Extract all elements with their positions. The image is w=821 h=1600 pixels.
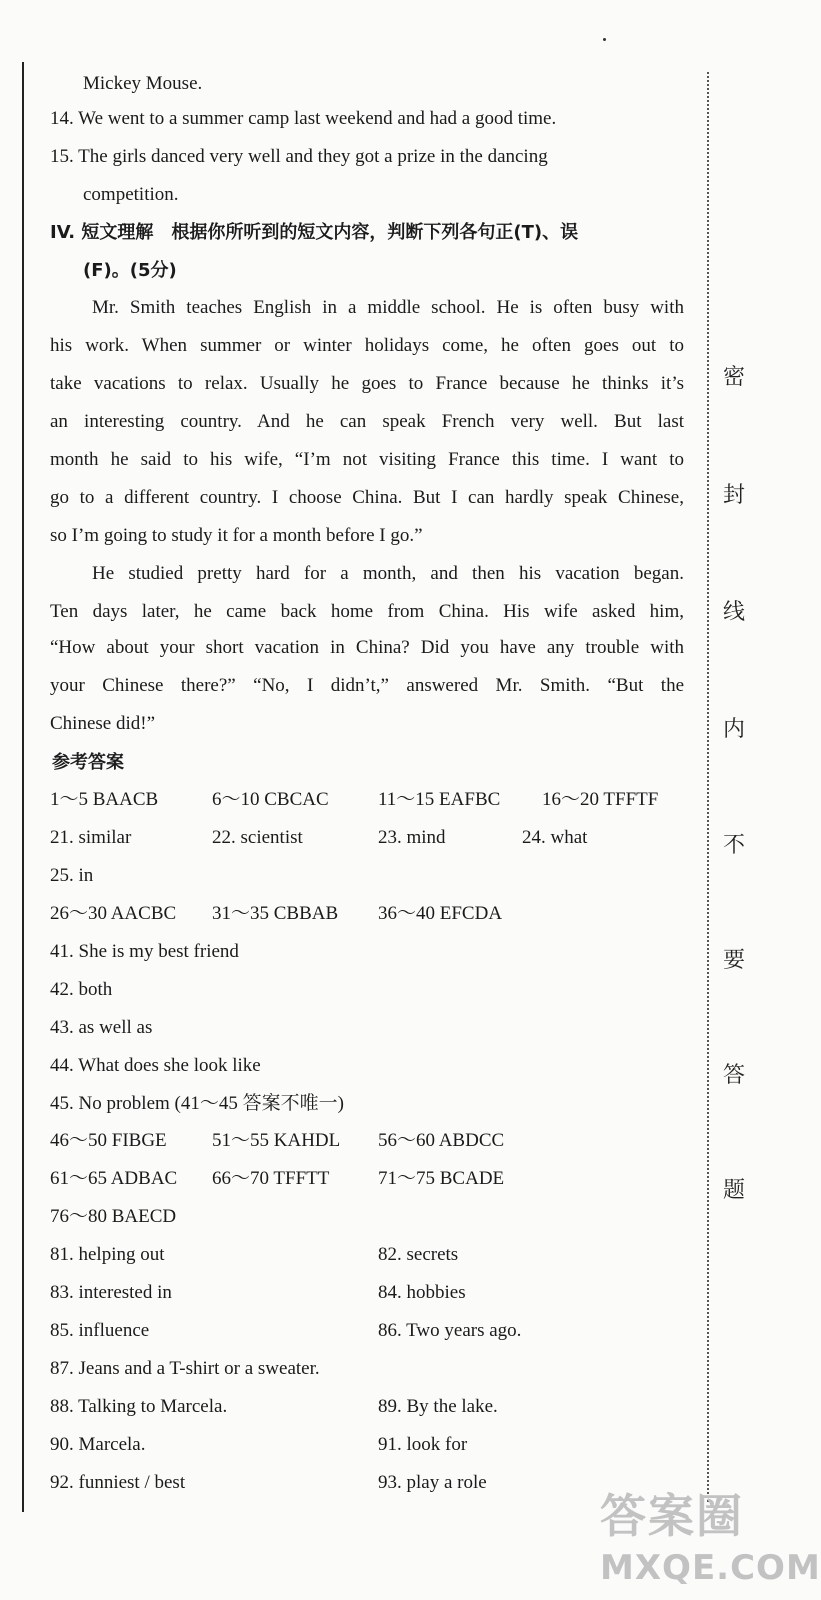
passage-line: your Chinese there?” “No, I didn’t,” answered Mr. Smith. “But the	[50, 675, 684, 696]
answer-group: 1～5 BAACB	[50, 789, 159, 810]
binding-char: 不	[722, 833, 745, 858]
answer-item: 22. scientist	[212, 827, 303, 848]
answer-item: 44. What does she look like	[50, 1055, 261, 1076]
answer-item: 45. No problem (41～45 答案不唯一)	[50, 1093, 344, 1114]
answer-item: 24. what	[522, 827, 588, 848]
answer-item: 41. She is my best friend	[50, 941, 239, 962]
answer-item: 86. Two years ago.	[378, 1320, 522, 1341]
answer-item: 43. as well as	[50, 1017, 153, 1038]
answer-group: 11～15 EAFBC	[378, 789, 501, 810]
binding-dotted-line	[707, 72, 709, 1502]
section-iv-heading: IV. 短文理解 根据你所听到的短文内容，判断下列各句正(T)、误	[50, 222, 579, 243]
answer-item: 42. both	[50, 979, 113, 1000]
passage-line: Ten days later, he came back home from China. His wife asked him,	[50, 601, 684, 622]
passage-line: He studied pretty hard for a month, and then his vacation began.	[92, 563, 684, 584]
q15-sentence-cont: competition.	[83, 184, 179, 205]
watermark-url: MXQE.COM	[600, 1548, 821, 1588]
answer-item: 83. interested in	[50, 1282, 172, 1303]
answer-item: 21. similar	[50, 827, 132, 848]
passage-line: “How about your short vacation in China? Did you have any trouble with	[50, 637, 684, 658]
binding-char: 要	[722, 948, 745, 973]
passage-line: Mr. Smith teaches English in a middle school. He is often busy with	[92, 297, 684, 318]
answer-group: 61～65 ADBAC	[50, 1168, 178, 1189]
answer-group: 6～10 CBCAC	[212, 789, 329, 810]
site-watermark	[590, 1480, 821, 1595]
answer-group: 26～30 AACBC	[50, 903, 177, 924]
answer-group: 36～40 EFCDA	[378, 903, 503, 924]
answer-group: 71～75 BCADE	[378, 1168, 505, 1189]
answer-item: 82. secrets	[378, 1244, 459, 1265]
answer-item: 92. funniest / best	[50, 1472, 186, 1493]
answer-item: 88. Talking to Marcela.	[50, 1396, 228, 1417]
q13-tail: Mickey Mouse.	[83, 73, 203, 94]
watermark-logo-text: 答案圈	[600, 1489, 744, 1543]
answers-title: 参考答案	[52, 752, 124, 773]
answer-item: 25. in	[50, 865, 94, 886]
answer-group: 46～50 FIBGE	[50, 1130, 167, 1151]
binding-char: 答	[722, 1063, 745, 1088]
passage-line: take vacations to relax. Usually he goes to France because he thinks it’s	[50, 373, 684, 394]
q14-sentence: 14. We went to a summer camp last weekend and had a good time.	[50, 108, 557, 129]
answer-group: 76～80 BAECD	[50, 1206, 177, 1227]
answer-item: 84. hobbies	[378, 1282, 466, 1303]
answer-item: 91. look for	[378, 1434, 468, 1455]
answer-item: 90. Marcela.	[50, 1434, 146, 1455]
passage-line: month he said to his wife, “I’m not visiting France this time. I want to	[50, 449, 684, 470]
binding-char: 题	[722, 1178, 745, 1203]
passage-line: go to a different country. I choose China. But I can hardly speak Chinese,	[50, 487, 684, 508]
passage-line: Chinese did!”	[50, 713, 156, 734]
section-iv-heading-cont: (F)。(5分)	[83, 260, 177, 281]
answer-group: 51～55 KAHDL	[212, 1130, 341, 1151]
answer-item: 81. helping out	[50, 1244, 165, 1265]
passage-line: an interesting country. And he can speak French very well. But last	[50, 411, 684, 432]
answer-group: 16～20 TFFTF	[542, 789, 659, 810]
binding-char: 密	[722, 365, 745, 390]
q15-sentence: 15. The girls danced very well and they got a prize in the dancing	[50, 146, 548, 167]
answer-item: 85. influence	[50, 1320, 150, 1341]
answer-item: 87. Jeans and a T-shirt or a sweater.	[50, 1358, 320, 1379]
answer-item: 89. By the lake.	[378, 1396, 498, 1417]
binding-char: 封	[722, 483, 745, 508]
binding-margin-text	[716, 340, 752, 1240]
scan-speck	[603, 38, 606, 41]
answer-group: 66～70 TFFTT	[212, 1168, 330, 1189]
answer-group: 56～60 ABDCC	[378, 1130, 505, 1151]
answer-item: 23. mind	[378, 827, 446, 848]
answer-group: 31～35 CBBAB	[212, 903, 339, 924]
left-margin-rule	[22, 62, 24, 1512]
answer-item: 93. play a role	[378, 1472, 487, 1493]
binding-char: 线	[722, 600, 745, 625]
binding-char: 内	[722, 717, 745, 742]
passage-line: his work. When summer or winter holidays come, he often goes out to	[50, 335, 684, 356]
passage-line: so I’m going to study it for a month before I go.”	[50, 525, 423, 546]
